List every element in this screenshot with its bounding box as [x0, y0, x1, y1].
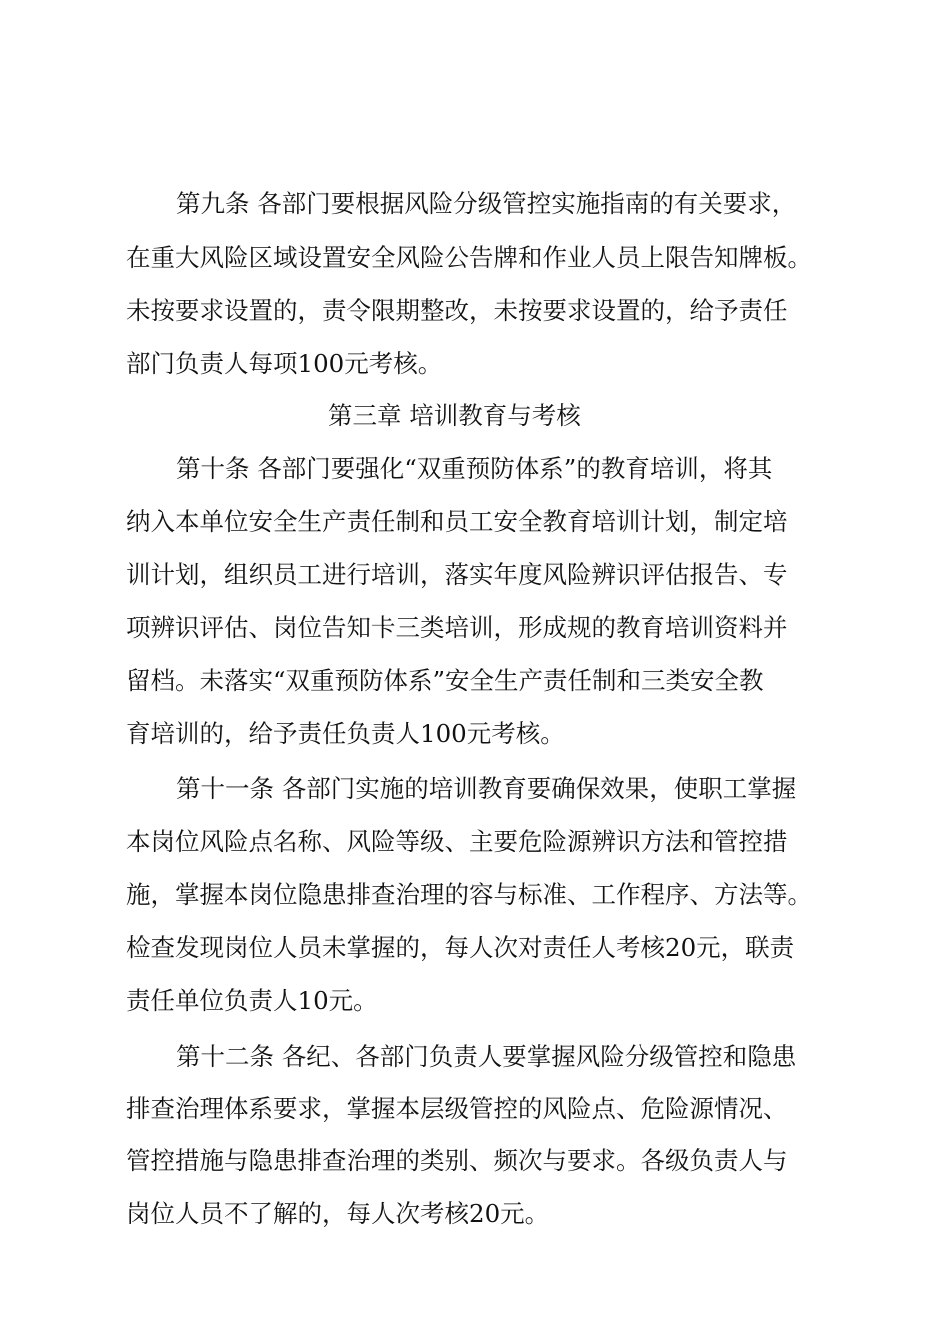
article-10-line-5	[0, 663, 950, 699]
article-10-line-3	[0, 557, 950, 593]
article-11-line-1	[0, 771, 950, 807]
article-11-line-4-text: 检查发现岗位人员未掌握的，每人次对责任人考核20元，联责	[126, 933, 795, 962]
article-11-line-4	[0, 930, 950, 966]
article-12-line-4-text: 岗位人员不了解的，每人次考核20元。	[126, 1199, 550, 1228]
article-12-line-1-text: 第十二条 各纪、各部门负责人要掌握风险分级管控和隐患	[176, 1042, 797, 1071]
article-12-line-2-text: 排查治理体系要求，掌握本层级管控的风险点、危险源情况、	[126, 1094, 788, 1123]
article-11-line-2	[0, 824, 950, 860]
article-10-line-2	[0, 504, 950, 540]
chapter-heading-text: 第三章 培训教育与考核	[328, 401, 581, 430]
article-11-line-2-text: 本岗位风险点名称、风险等级、主要危险源辨识方法和管控措	[126, 827, 788, 856]
article-12-line-4	[0, 1196, 950, 1232]
article-12-line-3	[0, 1143, 950, 1179]
article-9-line-1-text: 第九条 各部门要根据风险分级管控实施指南的有关要求，	[176, 189, 797, 218]
article-9-line-4-text: 部门负责人每项100元考核。	[126, 349, 443, 378]
article-12-line-1	[0, 1039, 950, 1075]
article-10-line-6	[0, 716, 950, 752]
article-11-line-1-text: 第十一条 各部门实施的培训教育要确保效果，使职工掌握	[176, 774, 797, 803]
article-10-line-1	[0, 451, 950, 487]
article-9-line-2	[0, 240, 950, 276]
article-10-line-6-text: 育培训的，给予责任负责人100元考核。	[126, 719, 565, 748]
chapter-heading	[0, 398, 950, 434]
article-11-line-5	[0, 983, 950, 1019]
article-10-line-4	[0, 610, 950, 646]
article-11-line-5-text: 责任单位负责人10元。	[126, 986, 378, 1015]
article-12-line-2	[0, 1091, 950, 1127]
article-10-line-4-text: 项辨识评估、岗位告知卡三类培训，形成规的教育培训资料并	[126, 613, 788, 642]
article-9-line-2-text: 在重大风险区域设置安全风险公告牌和作业人员上限告知牌板。	[126, 243, 812, 272]
article-9-line-4	[0, 346, 950, 382]
article-10-line-1-text: 第十条 各部门要强化“双重预防体系”的教育培训，将其	[176, 454, 773, 483]
article-10-line-3-text: 训计划，组织员工进行培训，落实年度风险辨识评估报告、专	[126, 560, 788, 589]
article-9-line-3-text: 未按要求设置的，责令限期整改，未按要求设置的，给予责任	[126, 296, 788, 325]
article-9-line-3	[0, 293, 950, 329]
article-10-line-2-text: 纳入本单位安全生产责任制和员工安全教育培训计划，制定培	[126, 507, 788, 536]
article-10-line-5-text: 留档。未落实“双重预防体系”安全生产责任制和三类安全教	[126, 666, 764, 695]
article-12-line-3-text: 管控措施与隐患排查治理的类别、频次与要求。各级负责人与	[126, 1146, 788, 1175]
article-11-line-3	[0, 877, 950, 913]
article-9-line-1	[0, 186, 950, 222]
article-11-line-3-text: 施，掌握本岗位隐患排查治理的容与标准、工作程序、方法等。	[126, 880, 812, 909]
